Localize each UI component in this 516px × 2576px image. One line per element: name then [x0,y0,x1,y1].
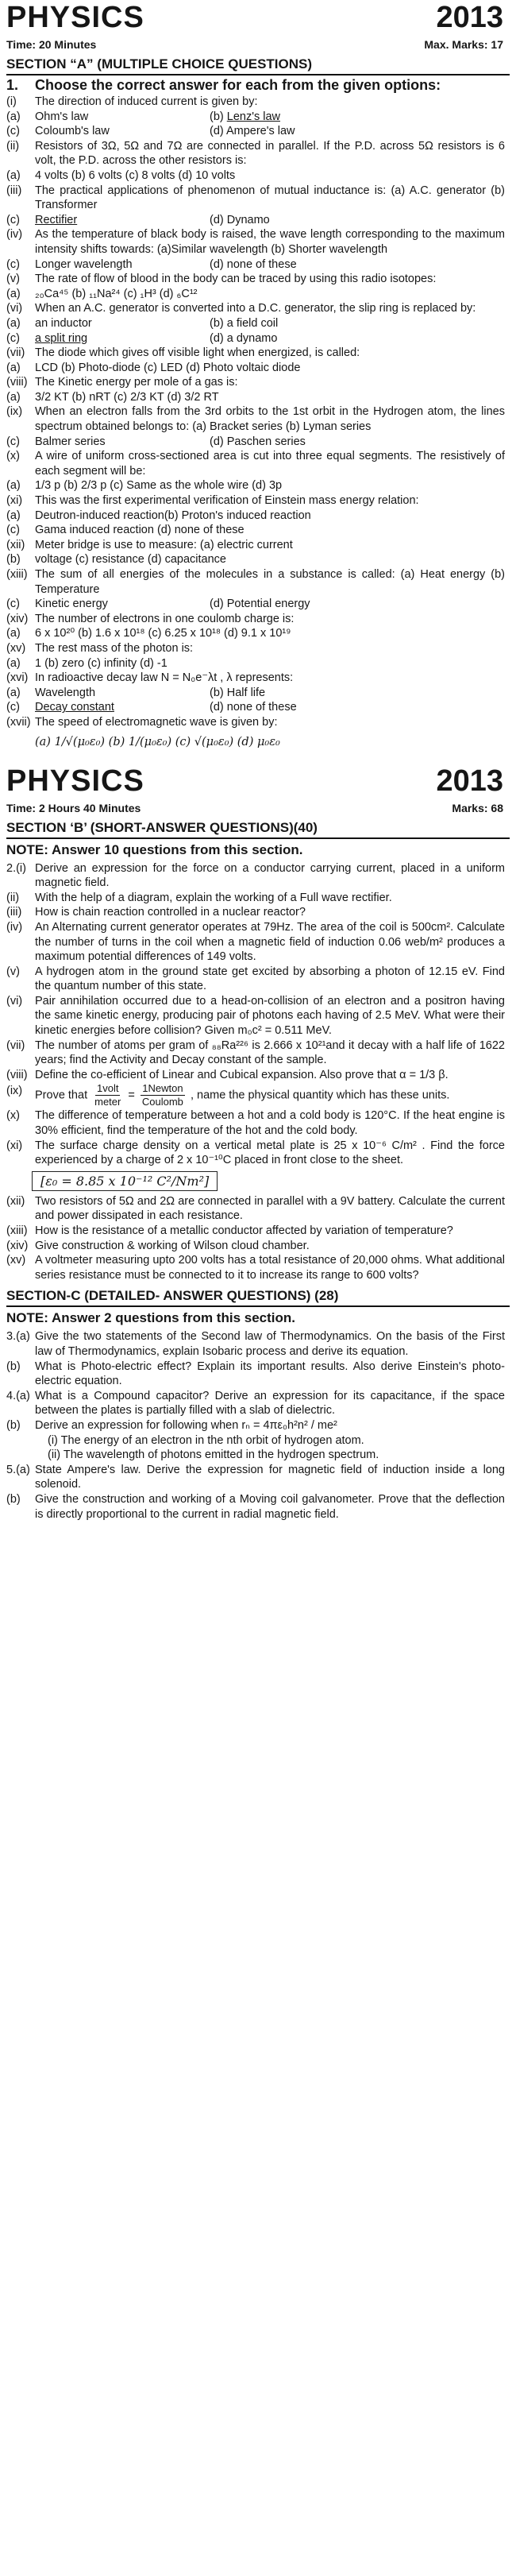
q-text: (i) The energy of an electron in the nth orbit of hydrogen atom. [48,1433,364,1447]
option-c: a split ring [35,331,88,345]
q-number: (v) [6,965,20,978]
question-item [0,965,516,994]
q-number: (viii) [6,376,28,389]
options: 1/3 p (b) 2/3 p (c) Same as the whole wire (d) 3p [35,479,283,493]
options: 6 x 10²⁰ (b) 1.6 x 10¹⁸ (c) 6.25 x 10¹⁸ (d) 9.1 x 10¹⁹ [35,627,291,640]
question-item [0,1194,516,1224]
fraction-newton-coulomb [141,1082,185,1108]
mcq-vi [0,301,516,316]
options: 1 (b) zero (c) infinity (d) -1 [35,656,168,670]
q-number: (b) [6,1492,21,1506]
question-item [0,994,516,1039]
q-text: , name the physical quantity which has these units. [190,1089,450,1102]
option-c: Decay constant [35,701,114,714]
option-d: Ampere's law [225,125,295,138]
options: (a) 1/√(μ₀ε₀) (b) 1/(μ₀ε₀) (c) √(μ₀ε₀) (d) μ₀ε₀ [35,735,280,748]
question-item [0,1418,516,1433]
paper1-header [0,0,516,37]
q-number: (xii) [6,538,25,551]
q-text: The speed of electromagnetic wave is given by: [35,715,278,729]
q-text: Pair annihilation occurred due to a head-on-collision of an electron and a positron having the same kinetic energy, producing pair of photons each having of 2.5 MeV. What were their kinetic energies before collision? Given m₀c² = 0.511 MeV. [35,994,505,1038]
mcq-option-row: (c) Longer wavelength (d) none of these [6,257,297,271]
mcq-vii [0,346,516,361]
mcq-v [0,272,516,287]
q-text: The number of atoms per gram of ₈₈Ra²²⁶ is 2.666 x 10²¹and it decay with a half life of 1622 years; find the Activity and Decay constant of the sample. [35,1039,505,1067]
mcq-x [0,449,516,478]
q-number: (xiv) [6,612,29,625]
paper-divider [0,754,516,764]
q-text: Choose the correct answer for each from the given options: [35,77,441,93]
mcq-iii [0,184,516,213]
mcq-option-row: (a) Wavelength (b) Half life [6,686,266,699]
q-number: (ii) [6,139,20,153]
mcq-xvi [0,671,516,686]
q-number: (xiii) [6,568,28,581]
q-text: In radioactive decay law N = N₀e⁻λt , λ represents: [35,671,294,685]
option-d: (d) Potential energy [210,598,310,611]
paper2-marks: Marks: 68 [452,801,503,814]
q-text: What is a Compound capacitor? Derive an expression for its capacitance, if the space between the plates is partially filled with a slab of dielectric. [35,1389,505,1418]
options: voltage (c) resistance (d) capacitance [35,553,226,567]
q-number: (x) [6,450,20,463]
mcq-xi [0,493,516,509]
q-text: When an electron falls from the 3rd orbits to the 1st orbit in the Hydrogen atom, the lines spectrum obtained belongs to: (a) Bracket series (b) Lyman series [35,405,505,434]
q-number: (iii) [6,906,22,919]
paper1-subject: PHYSICS [6,1,144,34]
q-number: (xv) [6,1254,26,1267]
options: ₂₀Ca⁴⁵ (b) ₁₁Na²⁴ (c) ₁H³ (d) ₆C¹² [35,287,198,300]
q-text: The rest mass of the photon is: [35,641,194,655]
option-d: (d) Paschen series [210,435,306,448]
fraction-denominator: meter [94,1096,121,1108]
q-text: The diode which gives off visible light when energized, is called: [35,346,360,360]
q-number: 5.(a) [6,1463,30,1476]
question-item [0,1360,516,1389]
mcq-option-row: (a) ₂₀Ca⁴⁵ (b) ₁₁Na²⁴ (c) ₁H³ (d) ₆C¹² [0,287,516,302]
q-text: As the temperature of black body is raised, the wave length corresponding to the maximum intensity shifts towards: (a)Similar wavelength (b) Shorter wavelength [35,228,505,256]
q-number: (xiv) [6,1239,29,1252]
option-b: (b) Half life [210,686,266,699]
question-item [0,861,516,891]
q-number: (ii) [6,891,20,904]
q-text: The rate of flow of blood in the body can be traced by using this radio isotopes: [35,273,437,286]
question-item [0,1139,516,1168]
q-text: This was the first experimental verification of Einstein mass energy relation: [35,494,419,508]
paper2-year: 2013 [436,764,503,798]
mcq-option-row: (a) an inductor (b) a field coil [6,316,279,330]
q-text: Give the construction and working of a Moving coil galvanometer. Prove that the deflection is directly proportional to the current in radial magnetic field. [35,1492,505,1521]
section-b-questions-1 [0,861,516,1083]
mcq-option-row: (b) voltage (c) resistance (d) capacitance [0,552,516,567]
question-item [0,920,516,965]
q-text: What is Photo-electric effect? Explain its important results. Also derive Einstein's photo-electric equation. [35,1360,505,1388]
q-text: With the help of a diagram, explain the working of a Full wave rectifier. [35,891,392,904]
mcq-option-row: (a) 3/2 KT (b) nRT (c) 2/3 KT (d) 3/2 RT [0,390,516,405]
mcq-option-row: (c) Rectifier (d) Dynamo [6,213,270,226]
q-text: Meter bridge is use to measure: (a) electric current [35,538,293,551]
mcq-option-row: (a) Ohm's law (b) Lenz's law [6,110,280,123]
mcq-option-row: (a) 1/3 p (b) 2/3 p (c) Same as the whole wire (d) 3p [0,478,516,493]
mcq-option-row: (c) Coloumb's law (d) Ampere's law [6,125,295,138]
section-b-questions-2 [0,1108,516,1167]
question-item [0,1068,516,1083]
paper2-time: Time: 2 Hours 40 Minutes [6,801,141,814]
question-item [0,1039,516,1068]
q-number: (iv) [6,920,23,934]
paper1-subheader [0,37,516,54]
question-item [0,1463,516,1492]
q-number: (b) [6,1418,21,1432]
q-text: Give construction & working of Wilson cloud chamber. [35,1239,310,1252]
short-question-ix: (ix) Prove that $\frac{\text{1volt}}{\text{meter}}$ = $\frac{\text{1Newton}}{\text{Coulomb}}$ , name the physical quantity which has these units. [0,1082,516,1108]
option-d: (d) a dynamo [210,331,278,345]
section-b-note: NOTE: Answer 10 questions from this section. [6,841,303,857]
q-text: The number of electrons in one coulomb charge is: [35,612,295,625]
q-text: State Ampere's law. Derive the expression for magnetic field of induction inside a long solenoid. [35,1463,505,1491]
q-text: How is chain reaction controlled in a nuclear reactor? [35,906,306,919]
mcq-option-row: (c) a split ring (d) a dynamo [6,331,278,345]
q-text: The Kinetic energy per mole of a gas is: [35,376,238,389]
section-b-questions-3 [0,1194,516,1283]
q-text: A wire of uniform cross-sectioned area is cut into three equal segments. The resistively of each segment will be: [35,450,505,478]
option-c: Kinetic energy [35,598,108,611]
option-a: Wavelength [35,686,96,699]
q-text: (ii) The wavelength of photons emitted in the hydrogen spectrum. [48,1449,379,1462]
options: LCD (b) Photo-diode (c) LED (d) Photo voltaic diode [35,361,301,374]
option-c: Rectifier [35,213,78,226]
q-text: Two resistors of 5Ω and 2Ω are connected in parallel with a 9V battery. Calculate the current and power dissipated in each resistance. [35,1194,505,1223]
mcq-xiv [0,612,516,627]
options: 4 volts (b) 6 volts (c) 8 volts (d) 10 volts [35,168,236,182]
question-item [0,1448,516,1463]
q-text: The direction of induced current is given by: [35,95,258,108]
q-text: Derive an expression for the force on a conductor carrying current, placed in a uniform magnetic field. [35,861,505,890]
paper1-marks: Max. Marks: 17 [424,38,503,51]
q-text: The difference of temperature between a hot and a cold body is 120°C. If the heat engine is 30% efficient, find the temperature of the hot and the cold body. [35,1109,505,1138]
q-number [0,1448,35,1463]
paper2-subject: PHYSICS [6,764,144,798]
question-1 [0,75,516,95]
q-number: (xv) [6,641,26,655]
mcq-option-row: (c) Decay constant (d) none of these [6,701,297,714]
option-a: Ohm's law [35,110,89,123]
option-c: Coloumb's law [35,125,110,138]
q-number: 2.(i) [6,861,26,875]
q-number: (iii) [6,184,22,197]
section-c-questions [0,1329,516,1522]
mcq-option-row: (a) 6 x 10²⁰ (b) 1.6 x 10¹⁸ (c) 6.25 x 10¹⁸ (d) 9.1 x 10¹⁹ [0,626,516,641]
q-number: (xiii) [6,1224,28,1237]
q-number: (ix) [6,405,23,419]
options: 3/2 KT (b) nRT (c) 2/3 KT (d) 3/2 RT [35,390,219,404]
mcq-i [0,95,516,110]
mcq-option-row: (c) Kinetic energy (d) Potential energy [6,598,310,611]
mcq-option-row: (c) Balmer series (d) Paschen series [6,435,306,448]
fraction-denominator: Coulomb [141,1096,183,1108]
q-text: Prove that [35,1089,88,1102]
question-item [0,1389,516,1418]
mcq-xvii [0,715,516,730]
question-item [0,1108,516,1138]
section-b-title: SECTION ‘B’ (SHORT-ANSWER QUESTIONS)(40) [6,819,510,839]
q-text: An Alternating current generator operates at 79Hz. The area of the coil is 500cm². Calculate the number of turns in the coil when a magnetic field of induction 0.06 web/m² produces a maximum potential differences of 149 volts. [35,920,505,964]
q-number: (vii) [6,346,25,360]
question-item [0,1433,516,1449]
question-item [0,1329,516,1359]
mcq-iv [0,227,516,257]
q-number: (ix) [6,1085,23,1098]
q-number: (xii) [6,1194,25,1208]
q-text: Give the two statements of the Second law of Thermodynamics. On the basis of the First law of Thermodynamics, explain Isobaric process and derive its equation. [35,1330,505,1358]
q-text: A voltmeter measuring upto 200 volts has a total resistance of 20,000 ohms. What additional series resistance must be connected to it to increase its range to 600 volts? [35,1254,505,1282]
question-item [0,1224,516,1239]
option-b: Lenz's law [226,110,280,123]
q-number: (vi) [6,994,23,1008]
option-c: Balmer series [35,435,106,448]
section-c-title: SECTION-C (DETAILED- ANSWER QUESTIONS) (28) [6,1287,510,1307]
option-d: (d) none of these [210,257,297,271]
q-number: 4.(a) [6,1389,30,1402]
mcq-option-row: (c) Gama induced reaction (d) none of these [0,523,516,538]
q-text: Derive an expression for following when rₙ = 4πε₀h²n² / me² [35,1418,337,1432]
mcq-option-row: (a) 1 (b) zero (c) infinity (d) -1 [0,656,516,671]
mcq-ix [0,404,516,434]
options: Deutron-induced reaction(b) Proton's induced reaction [35,509,311,522]
paper2-subheader [0,800,516,818]
epsilon-constant: [ε₀ = 8.85 x 10⁻¹² C²/Nm²] [32,1171,218,1191]
option-c: Longer wavelength [35,257,133,271]
q-number: (x) [6,1109,20,1123]
q-number [0,1433,35,1449]
mcq-ii [0,139,516,168]
mcq-xii [0,538,516,553]
question-item [0,1239,516,1254]
q-text: When an A.C. generator is converted into a D.C. generator, the slip ring is replaced by: [35,302,476,315]
q-text: Resistors of 3Ω, 5Ω and 7Ω are connected in parallel. If the P.D. across 5Ω resistors is 6 volt, the P.D. across the other resistors is: [35,139,505,168]
q-number: (xi) [6,1139,23,1152]
mcq-xiii [0,567,516,597]
q-number: (iv) [6,228,23,242]
q-number: (vi) [6,302,23,315]
section-a-title: SECTION “A” (MULTIPLE CHOICE QUESTIONS) [6,56,510,75]
mcq-xv [0,641,516,656]
q-number: (viii) [6,1068,28,1081]
option-d: (d) none of these [210,701,297,714]
q-number: (xvii) [6,715,31,729]
q-number: (i) [6,95,17,108]
q-text: The practical applications of phenomenon of mutual inductance is: (a) A.C. generator (b) Transformer [35,184,505,212]
q-text: The surface charge density on a vertical metal plate is 25 x 10⁻⁶ C/m² . Find the force experienced by a charge of 2 x 10⁻¹⁰C placed in front close to the sheet. [35,1139,505,1167]
fraction-volt-meter [93,1082,122,1108]
q-number: (v) [6,273,20,286]
mcq-option-row [0,730,516,754]
option-d: (d) Dynamo [210,213,270,226]
option-b: (b) a field coil [210,316,279,330]
section-c-note: NOTE: Answer 2 questions from this section. [6,1310,295,1326]
q-text: Define the co-efficient of Linear and Cubical expansion. Also prove that α = 1/3 β. [35,1068,449,1081]
question-item [0,1492,516,1522]
question-item [0,905,516,920]
fraction-numerator: 1volt [97,1082,119,1095]
fraction-numerator: 1Newton [142,1082,183,1095]
mcq-viii [0,375,516,390]
paper1-time: Time: 20 Minutes [6,38,97,51]
q-text: How is the resistance of a metallic conductor affected by variation of temperature? [35,1224,453,1237]
paper1-year: 2013 [436,1,503,34]
question-item [0,891,516,906]
mcq-option-row: (a) Deutron-induced reaction(b) Proton's induced reaction [0,509,516,524]
question-item [0,1253,516,1282]
q-text: The sum of all energies of the molecules in a substance is called: (a) Heat energy (b) Temperature [35,568,505,596]
q-number: 1. [6,77,19,93]
option-a: an inductor [35,316,92,330]
q-number: (xi) [6,494,23,508]
q-text: A hydrogen atom in the ground state get excited by absorbing a photon of 12.15 eV. Find the quantum number of this state. [35,965,505,993]
q-number: (b) [6,1360,21,1373]
mcq-option-row: (a) LCD (b) Photo-diode (c) LED (d) Photo voltaic diode [0,361,516,376]
q-number: (vii) [6,1039,25,1052]
paper2-header [0,764,516,800]
options: Gama induced reaction (d) none of these [35,524,245,537]
q-number: 3.(a) [6,1330,30,1344]
q-number: (xvi) [6,671,29,685]
mcq-option-row: (a) 4 volts (b) 6 volts (c) 8 volts (d) 10 volts [0,168,516,184]
